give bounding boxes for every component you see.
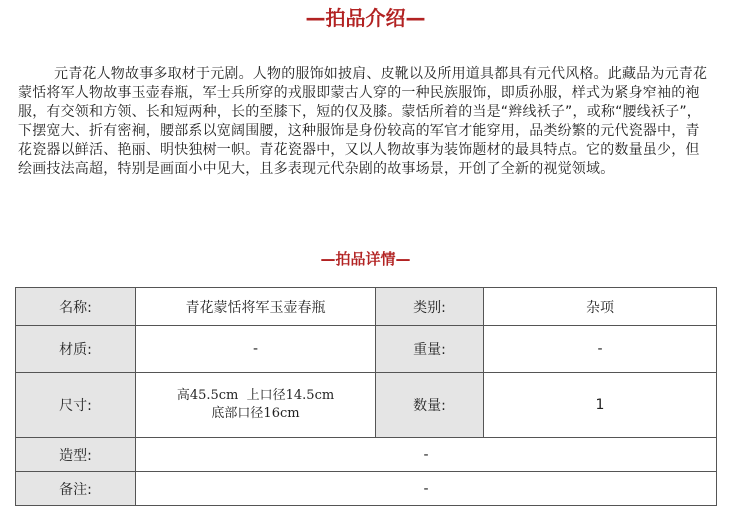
shape-value: - bbox=[136, 438, 717, 472]
size-label: 尺寸: bbox=[16, 373, 136, 438]
material-label: 材质: bbox=[16, 326, 136, 373]
material-value: - bbox=[136, 326, 376, 373]
size-value bbox=[136, 373, 376, 438]
category-label: 类别: bbox=[376, 288, 484, 326]
table-row-notes bbox=[16, 472, 717, 506]
table-row-name bbox=[16, 288, 717, 326]
notes-label: 备注: bbox=[16, 472, 136, 506]
details-section-title: —拍品详情— bbox=[320, 250, 411, 268]
notes-value: - bbox=[136, 472, 717, 506]
category-value: 杂项 bbox=[484, 288, 717, 326]
shape-label: 造型: bbox=[16, 438, 136, 472]
table-row-shape bbox=[16, 438, 717, 472]
table-row-material bbox=[16, 326, 717, 373]
table-row-size bbox=[16, 373, 717, 438]
weight-label: 重量: bbox=[376, 326, 484, 373]
name-value: 青花蒙恬将军玉壶春瓶 bbox=[136, 288, 376, 326]
quantity-value: 1 bbox=[484, 373, 717, 438]
weight-value: - bbox=[484, 326, 717, 373]
name-label: 名称: bbox=[16, 288, 136, 326]
quantity-label: 数量: bbox=[376, 373, 484, 438]
size-value-line-2: 底部口径16cm bbox=[211, 406, 300, 421]
size-value-line-1: 高45.5cm 上口径14.5cm bbox=[176, 388, 335, 403]
intro-section-title: —拍品介绍— bbox=[305, 6, 426, 30]
intro-paragraph: 元青花人物故事多取材于元剧。人物的服饰如披肩、皮靴以及所用道具都具有元代风格。此藏品为元青花蒙恬将军人物故事玉壶春瓶，军士兵所穿的戎服即蒙古人穿的一种民族服饰，即质孙服，样式为紧身窄袖的袍服，有交领和方领、长和短两种，长的至膝下，短的仅及膝。蒙恬所着的当是“辫线袄子”，或称“腰线袄子”，下摆宽大、折有密裥，腰部系以宽阔围腰，这种服饰是身份较高的军官才能穿用，品类纷繁的元代瓷器中，青花瓷器以鲜活、艳丽、明快独树一帜。青花瓷器中，又以人物故事为装饰题材的最具特点。它的数量虽少，但绘画技法高超，特别是画面小中见大，且多表现元代杂剧的故事场景，开创了全新的视觉领域。 bbox=[18, 66, 708, 177]
details-table bbox=[15, 287, 717, 506]
